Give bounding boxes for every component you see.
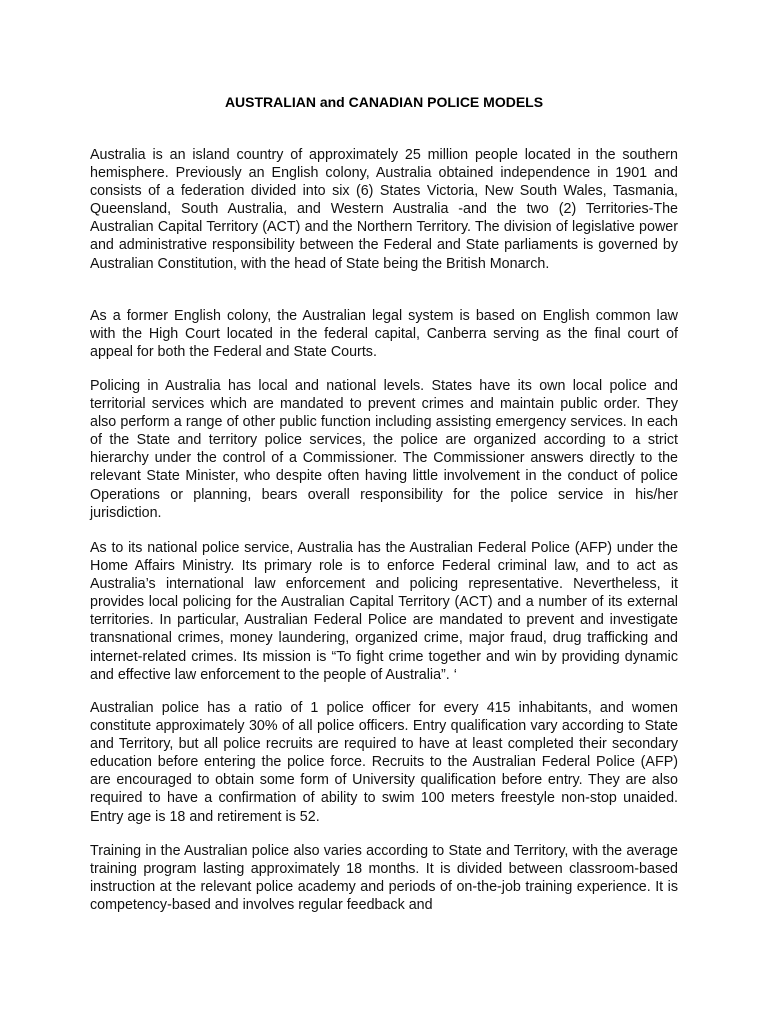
- paragraph-legal-system: As a former English colony, the Australian legal system is based on English common law with the High Court located in the federal capital, Canberra serving as the final court of appeal for both the Federal and State Courts.: [90, 308, 678, 361]
- paragraph-training: Training in the Australian police also varies according to State and Territory, with the average training program lasting approximately 18 months. It is divided between classroom-based instruction at the relevant police academy and periods of on-the-job training experience. It is competency-based and involves regular feedback and: [90, 843, 678, 914]
- document-title: AUSTRALIAN and CANADIAN POLICE MODELS: [224, 94, 544, 110]
- paragraph-policing-levels: Policing in Australia has local and national levels. States have its own local police and territorial services which are mandated to prevent crimes and maintain public order. They also perform a range of other public function including assisting emergency services. In each of the State and territory police services, the police are organized according to a strict hierarchy under the control of a Commissioner. The Commissioner answers directly to the relevant State Minister, who despite often having little involvement in the conduct of police Operations or planning, bears overall responsibility for the police service in his/her jurisdiction.: [90, 378, 678, 521]
- paragraph-australia-overview: Australia is an island country of approximately 25 million people located in the southern hemisphere. Previously an English colony, Australia obtained independence in 1901 and consists of a federation divided into six (6) States Victoria, New South Wales, Tasmania, Queensland, South Australia, and Western Australia -and the two (2) Territories-The Australian Capital Territory (ACT) and the Northern Territory. The division of legislative power and administrative responsibility between the Federal and State parliaments is governed by Australian Constitution, with the head of State being the British Monarch.: [90, 147, 678, 272]
- paragraph-police-ratio: Australian police has a ratio of 1 police officer for every 415 inhabitants, and women constitute approximately 30% of all police officers. Entry qualification vary according to State and Territory, but all police recruits are required to have at least completed their secondary education before entering the police force. Recruits to the Australian Federal Police (AFP) are encouraged to obtain some form of University qualification before entry. They are also required to have a confirmation of ability to swim 100 meters freestyle non-stop unaided. Entry age is 18 and retirement is 52.: [90, 700, 678, 825]
- paragraph-federal-police: As to its national police service, Australia has the Australian Federal Police (AFP) under the Home Affairs Ministry. Its primary role is to enforce Federal criminal law, and to act as Australia’s international law enforcement and policing representative. Nevertheless, it provides local policing for the Australian Capital Territory (ACT) and a number of its external territories. In particular, Australian Federal Police are mandated to prevent and investigate transnational crimes, money laundering, organized crime, major fraud, drug trafficking and internet-related crimes. Its mission is “To fight crime together and win by providing dynamic and effective law enforcement to the people of Australia”. ‘: [90, 540, 678, 683]
